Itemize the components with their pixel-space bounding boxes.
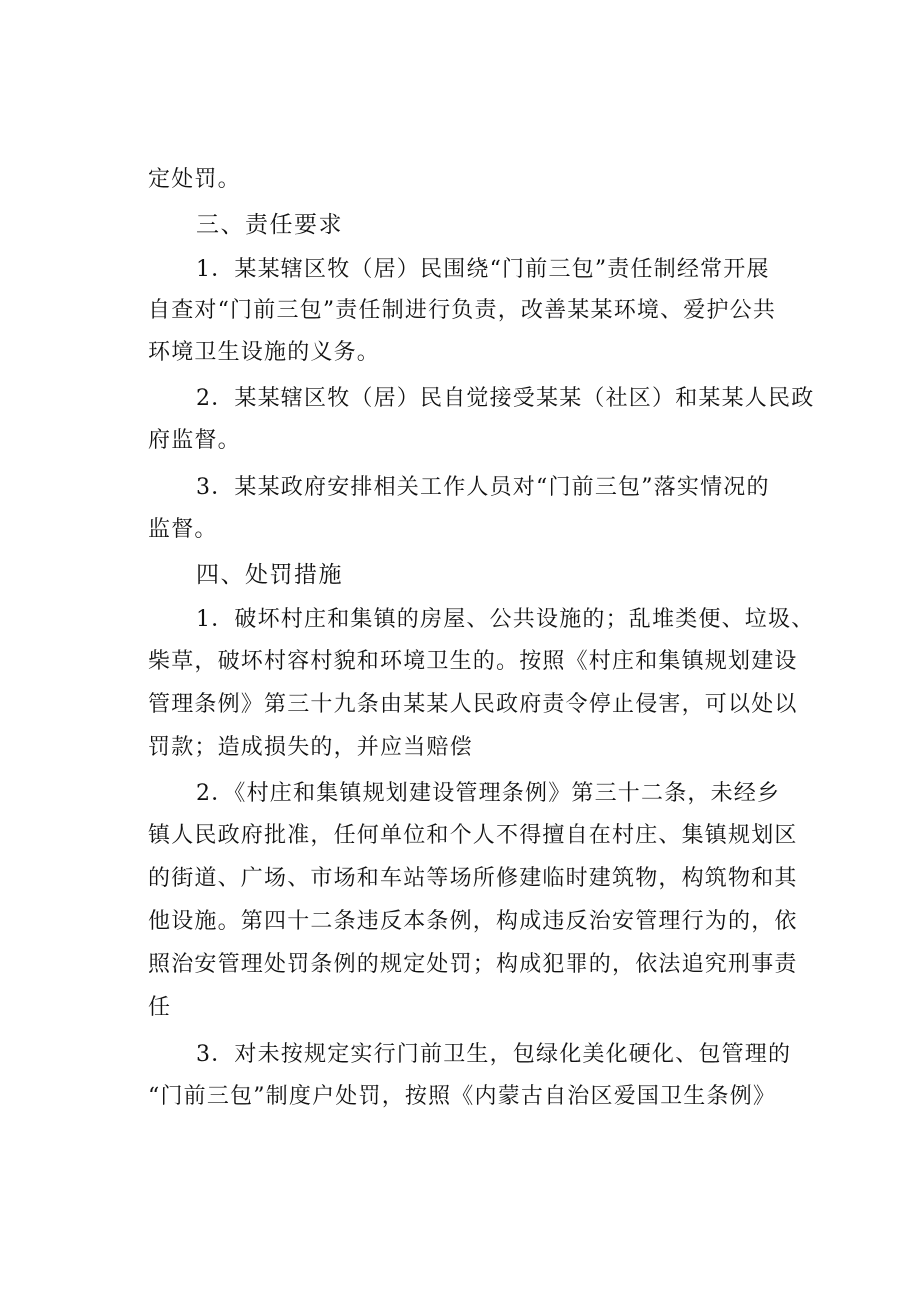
text-line: 的街道、广场、市场和车站等场所修建临时建筑物，构筑物和其 [148, 866, 798, 891]
section-heading: 四、处罚措施 [196, 562, 343, 588]
paragraph-line: 2．《村庄和集镇规划建设管理条例》第三十二条，未经乡 [196, 781, 781, 806]
section-heading: 三、责任要求 [196, 212, 343, 238]
text-line: 镇人民政府批准，任何单位和个人不得擅自在村庄、集镇规划区 [148, 823, 798, 848]
text-line: 罚款；造成损失的，并应当赔偿 [148, 735, 473, 760]
paragraph-line: 2．某某辖区牧（居）民自觉接受某某（社区）和某某人民政 [196, 386, 815, 411]
text-line: “门前三包”制度户处罚，按照《内蒙古自治区爱国卫生条例》 [148, 1084, 777, 1109]
text-line: 府监督。 [148, 428, 241, 453]
text-line: 监督。 [148, 517, 218, 542]
paragraph-line: 3．某某政府安排相关工作人员对“门前三包”落实情况的 [196, 475, 770, 500]
text-line: 照治安管理处罚条例的规定处罚；构成犯罪的，依法追究刑事责 [148, 952, 798, 977]
text-line: 管理条例》第三十九条由某某人民政府责令停止侵害，可以处以 [148, 692, 798, 717]
text-line: 定处罚。 [148, 167, 241, 192]
paragraph-line: 1．破坏村庄和集镇的房屋、公共设施的；乱堆类便、垃圾、 [196, 607, 815, 632]
text-line: 任 [148, 995, 172, 1020]
text-line: 环境卫生设施的义务。 [148, 340, 381, 365]
text-line: 柴草，破坏村容村貌和环境卫生的。按照《村庄和集镇规划建设 [148, 649, 798, 674]
paragraph-line: 3．对未按规定实行门前卫生，包绿化美化硬化、包管理的 [196, 1042, 792, 1067]
text-line: 他设施。第四十二条违反本条例，构成违反治安管理行为的，依 [148, 909, 798, 934]
text-line: 自查对“门前三包”责任制进行负责，改善某某环境、爱护公共 [148, 298, 777, 323]
paragraph-line: 1．某某辖区牧（居）民围绕“门前三包”责任制经常开展 [196, 257, 770, 282]
